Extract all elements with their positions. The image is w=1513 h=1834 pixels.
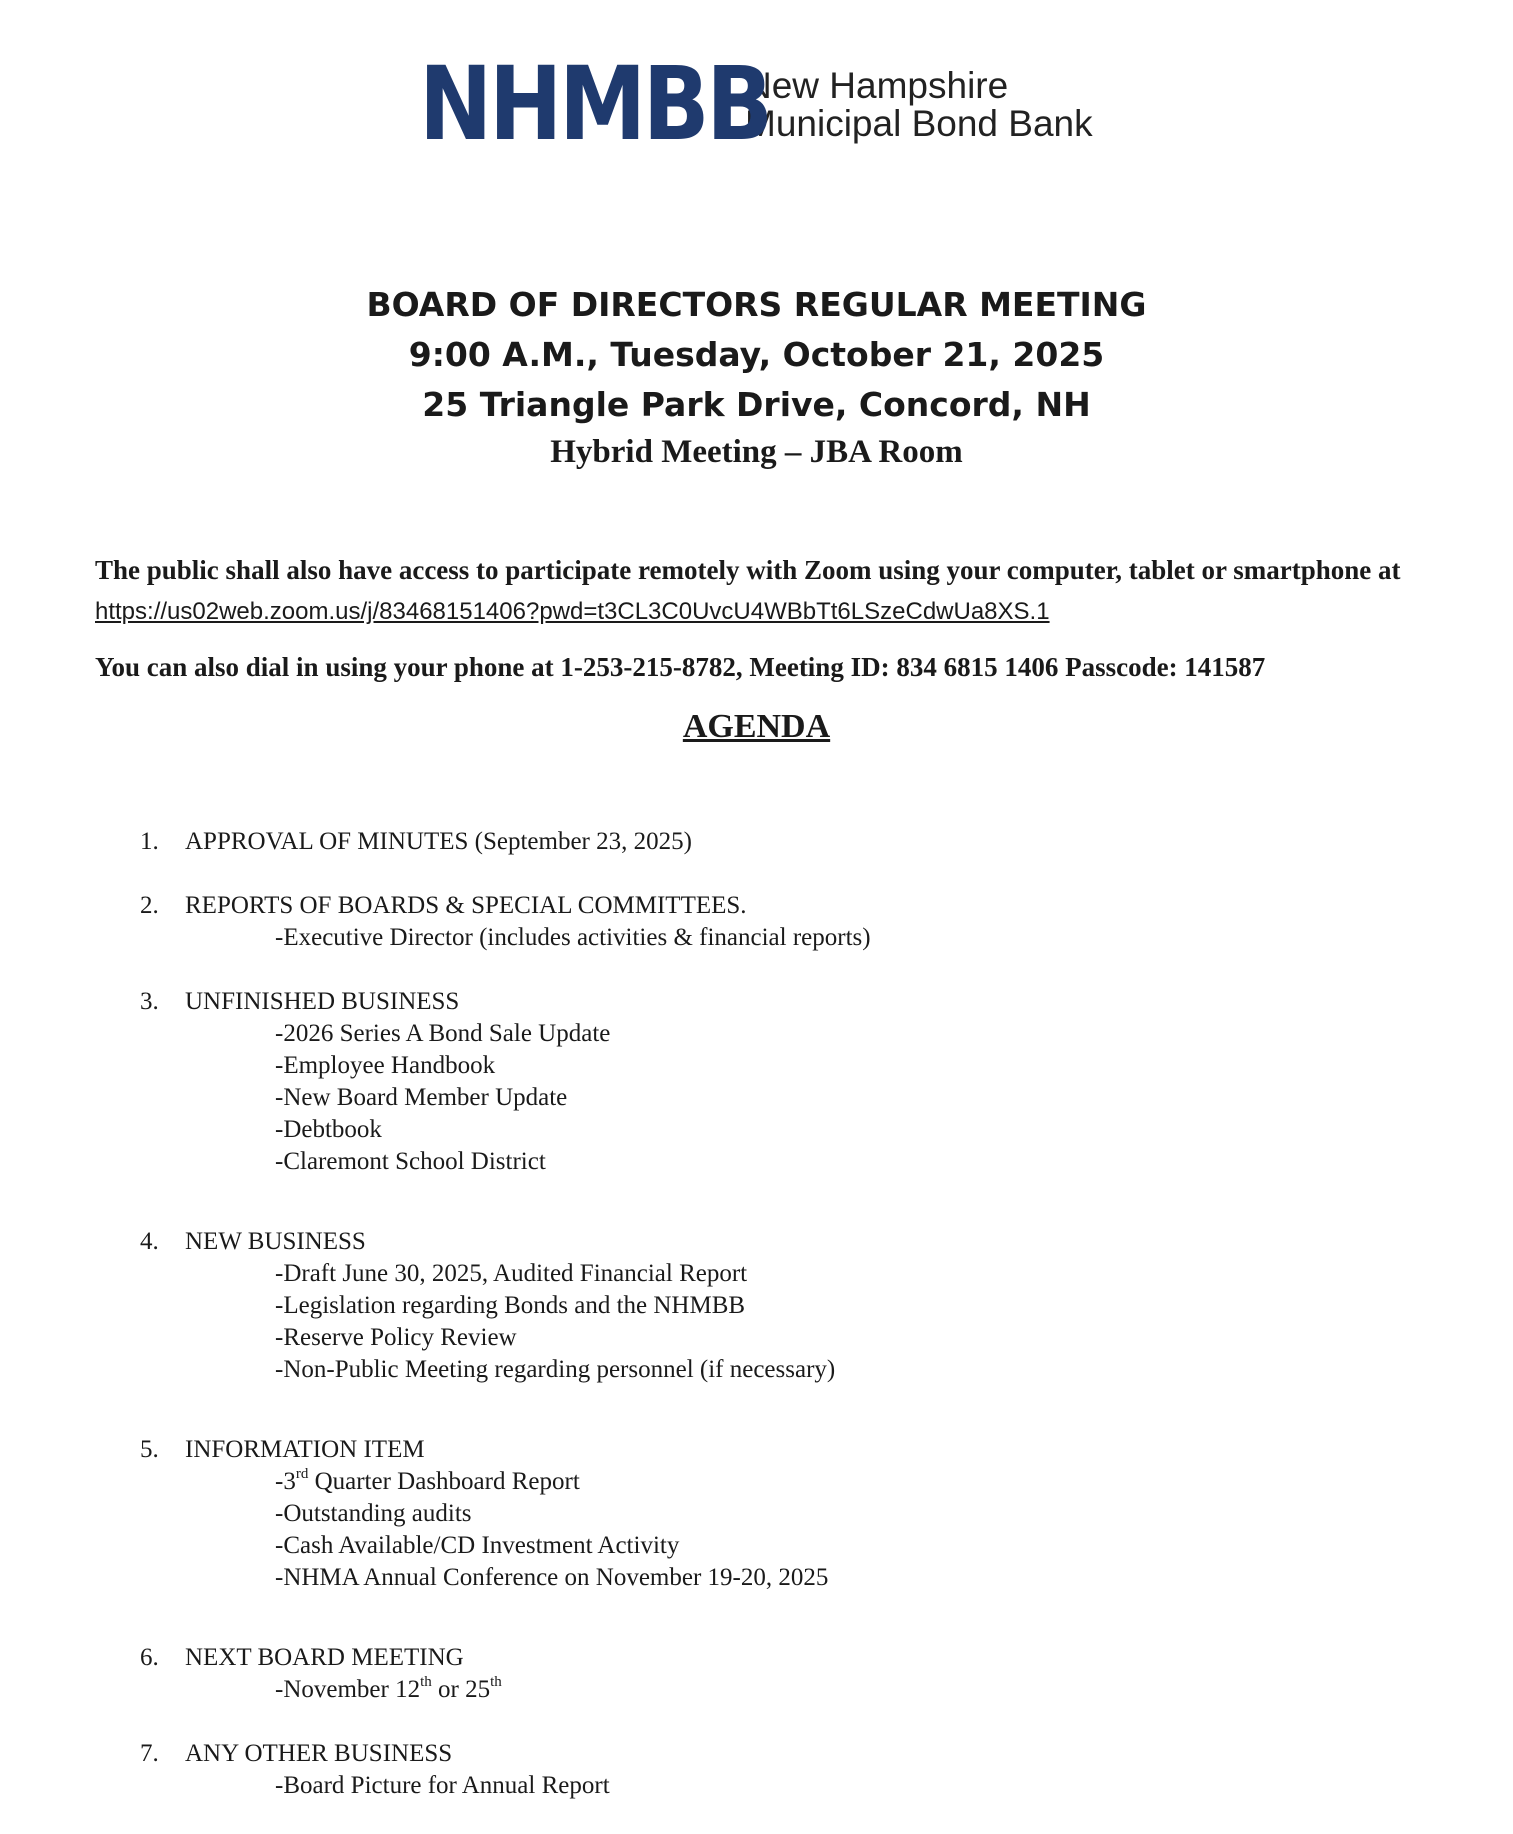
meeting-header (0, 280, 1513, 474)
logo-line-2: Municipal Bond Bank (745, 103, 1093, 144)
public-access-paragraph (95, 550, 1435, 632)
agenda-item-title: INFORMATION ITEM (185, 1436, 425, 1463)
zoom-link[interactable]: https://us02web.zoom.us/j/83468151406?pwd=t3CL3C0UvcU4WBbTt6LSzeCdwUa8XS.1 (95, 598, 1050, 625)
meeting-type: Hybrid Meeting – JBA Room (550, 434, 963, 470)
public-access-text: The public shall also have access to participate remotely with Zoom using your computer, tablet or smartphone at (95, 555, 1401, 585)
agenda-sub-item: -Non-Public Meeting regarding personnel (if necessary) (275, 1356, 836, 1383)
agenda-item (140, 1434, 1340, 1594)
agenda-sub-item: -Draft June 30, 2025, Audited Financial Report (275, 1260, 748, 1287)
agenda-list (140, 826, 1340, 1834)
sub-item-text: -November 12 (275, 1676, 421, 1703)
agenda-item (140, 1738, 1340, 1802)
agenda-sub-item: -Board Picture for Annual Report (275, 1772, 610, 1799)
agenda-item-title: ANY OTHER BUSINESS (185, 1740, 453, 1767)
agenda-sub-item: -Claremont School District (275, 1148, 546, 1175)
sub-item-text: or 25 (431, 1676, 491, 1703)
agenda-item-title: APPROVAL OF MINUTES (September 23, 2025) (185, 828, 692, 855)
ordinal-suffix: th (420, 1673, 432, 1690)
agenda-item (140, 1226, 1340, 1386)
agenda-sub-item: -Executive Director (includes activities & financial reports) (275, 924, 871, 951)
ordinal-suffix: rd (295, 1465, 309, 1482)
meeting-title: BOARD OF DIRECTORS REGULAR MEETING (366, 285, 1147, 324)
agenda-item-title: NEXT BOARD MEETING (185, 1644, 464, 1671)
agenda-item (140, 986, 1340, 1178)
agenda-heading: AGENDA (682, 708, 831, 745)
agenda-item (140, 890, 1340, 954)
agenda-item-number: 6. (140, 1644, 159, 1671)
agenda-item-number: 7. (140, 1740, 159, 1767)
agenda-item-number: 5. (140, 1436, 159, 1463)
agenda-item-title: NEW BUSINESS (185, 1228, 366, 1255)
agenda-sub-item: -2026 Series A Bond Sale Update (275, 1020, 611, 1047)
meeting-address: 25 Triangle Park Drive, Concord, NH (422, 385, 1091, 424)
sub-item-text: -3 (275, 1468, 296, 1495)
dial-in-info: You can also dial in using your phone at 1-253-215-8782, Meeting ID: 834 6815 1406 Passcode: 141587 (95, 652, 1266, 682)
agenda-item-number: 1. (140, 828, 159, 855)
logo-wordmark (745, 67, 1093, 143)
agenda-sub-item (275, 1674, 1340, 1706)
logo-line-1: New Hampshire (745, 65, 1009, 106)
agenda-sub-item: -Cash Available/CD Investment Activity (275, 1532, 680, 1559)
agenda-item (140, 826, 1340, 858)
agenda-item (140, 1642, 1340, 1706)
agenda-item-title: REPORTS OF BOARDS & SPECIAL COMMITTEES. (185, 892, 747, 919)
logo-mark: NHMBB (419, 45, 770, 164)
agenda-item-number: 4. (140, 1228, 159, 1255)
agenda-item-number: 2. (140, 892, 159, 919)
agenda-sub-item (275, 1466, 1340, 1498)
sub-item-text: Quarter Dashboard Report (308, 1468, 580, 1495)
agenda-sub-item: -NHMA Annual Conference on November 19-20, 2025 (275, 1564, 829, 1591)
agenda-sub-item: -New Board Member Update (275, 1084, 568, 1111)
agenda-item-number: 3. (140, 988, 159, 1015)
agenda-item-title: UNFINISHED BUSINESS (185, 988, 460, 1015)
agenda-sub-item: -Reserve Policy Review (275, 1324, 517, 1351)
logo (419, 45, 1093, 164)
agenda-sub-item: -Legislation regarding Bonds and the NHMBB (275, 1292, 746, 1319)
ordinal-suffix: th (490, 1673, 502, 1690)
agenda-sub-item: -Debtbook (275, 1116, 382, 1143)
agenda-sub-item: -Outstanding audits (275, 1500, 472, 1527)
meeting-time-date: 9:00 A.M., Tuesday, October 21, 2025 (408, 335, 1105, 374)
agenda-sub-item: -Employee Handbook (275, 1052, 496, 1079)
